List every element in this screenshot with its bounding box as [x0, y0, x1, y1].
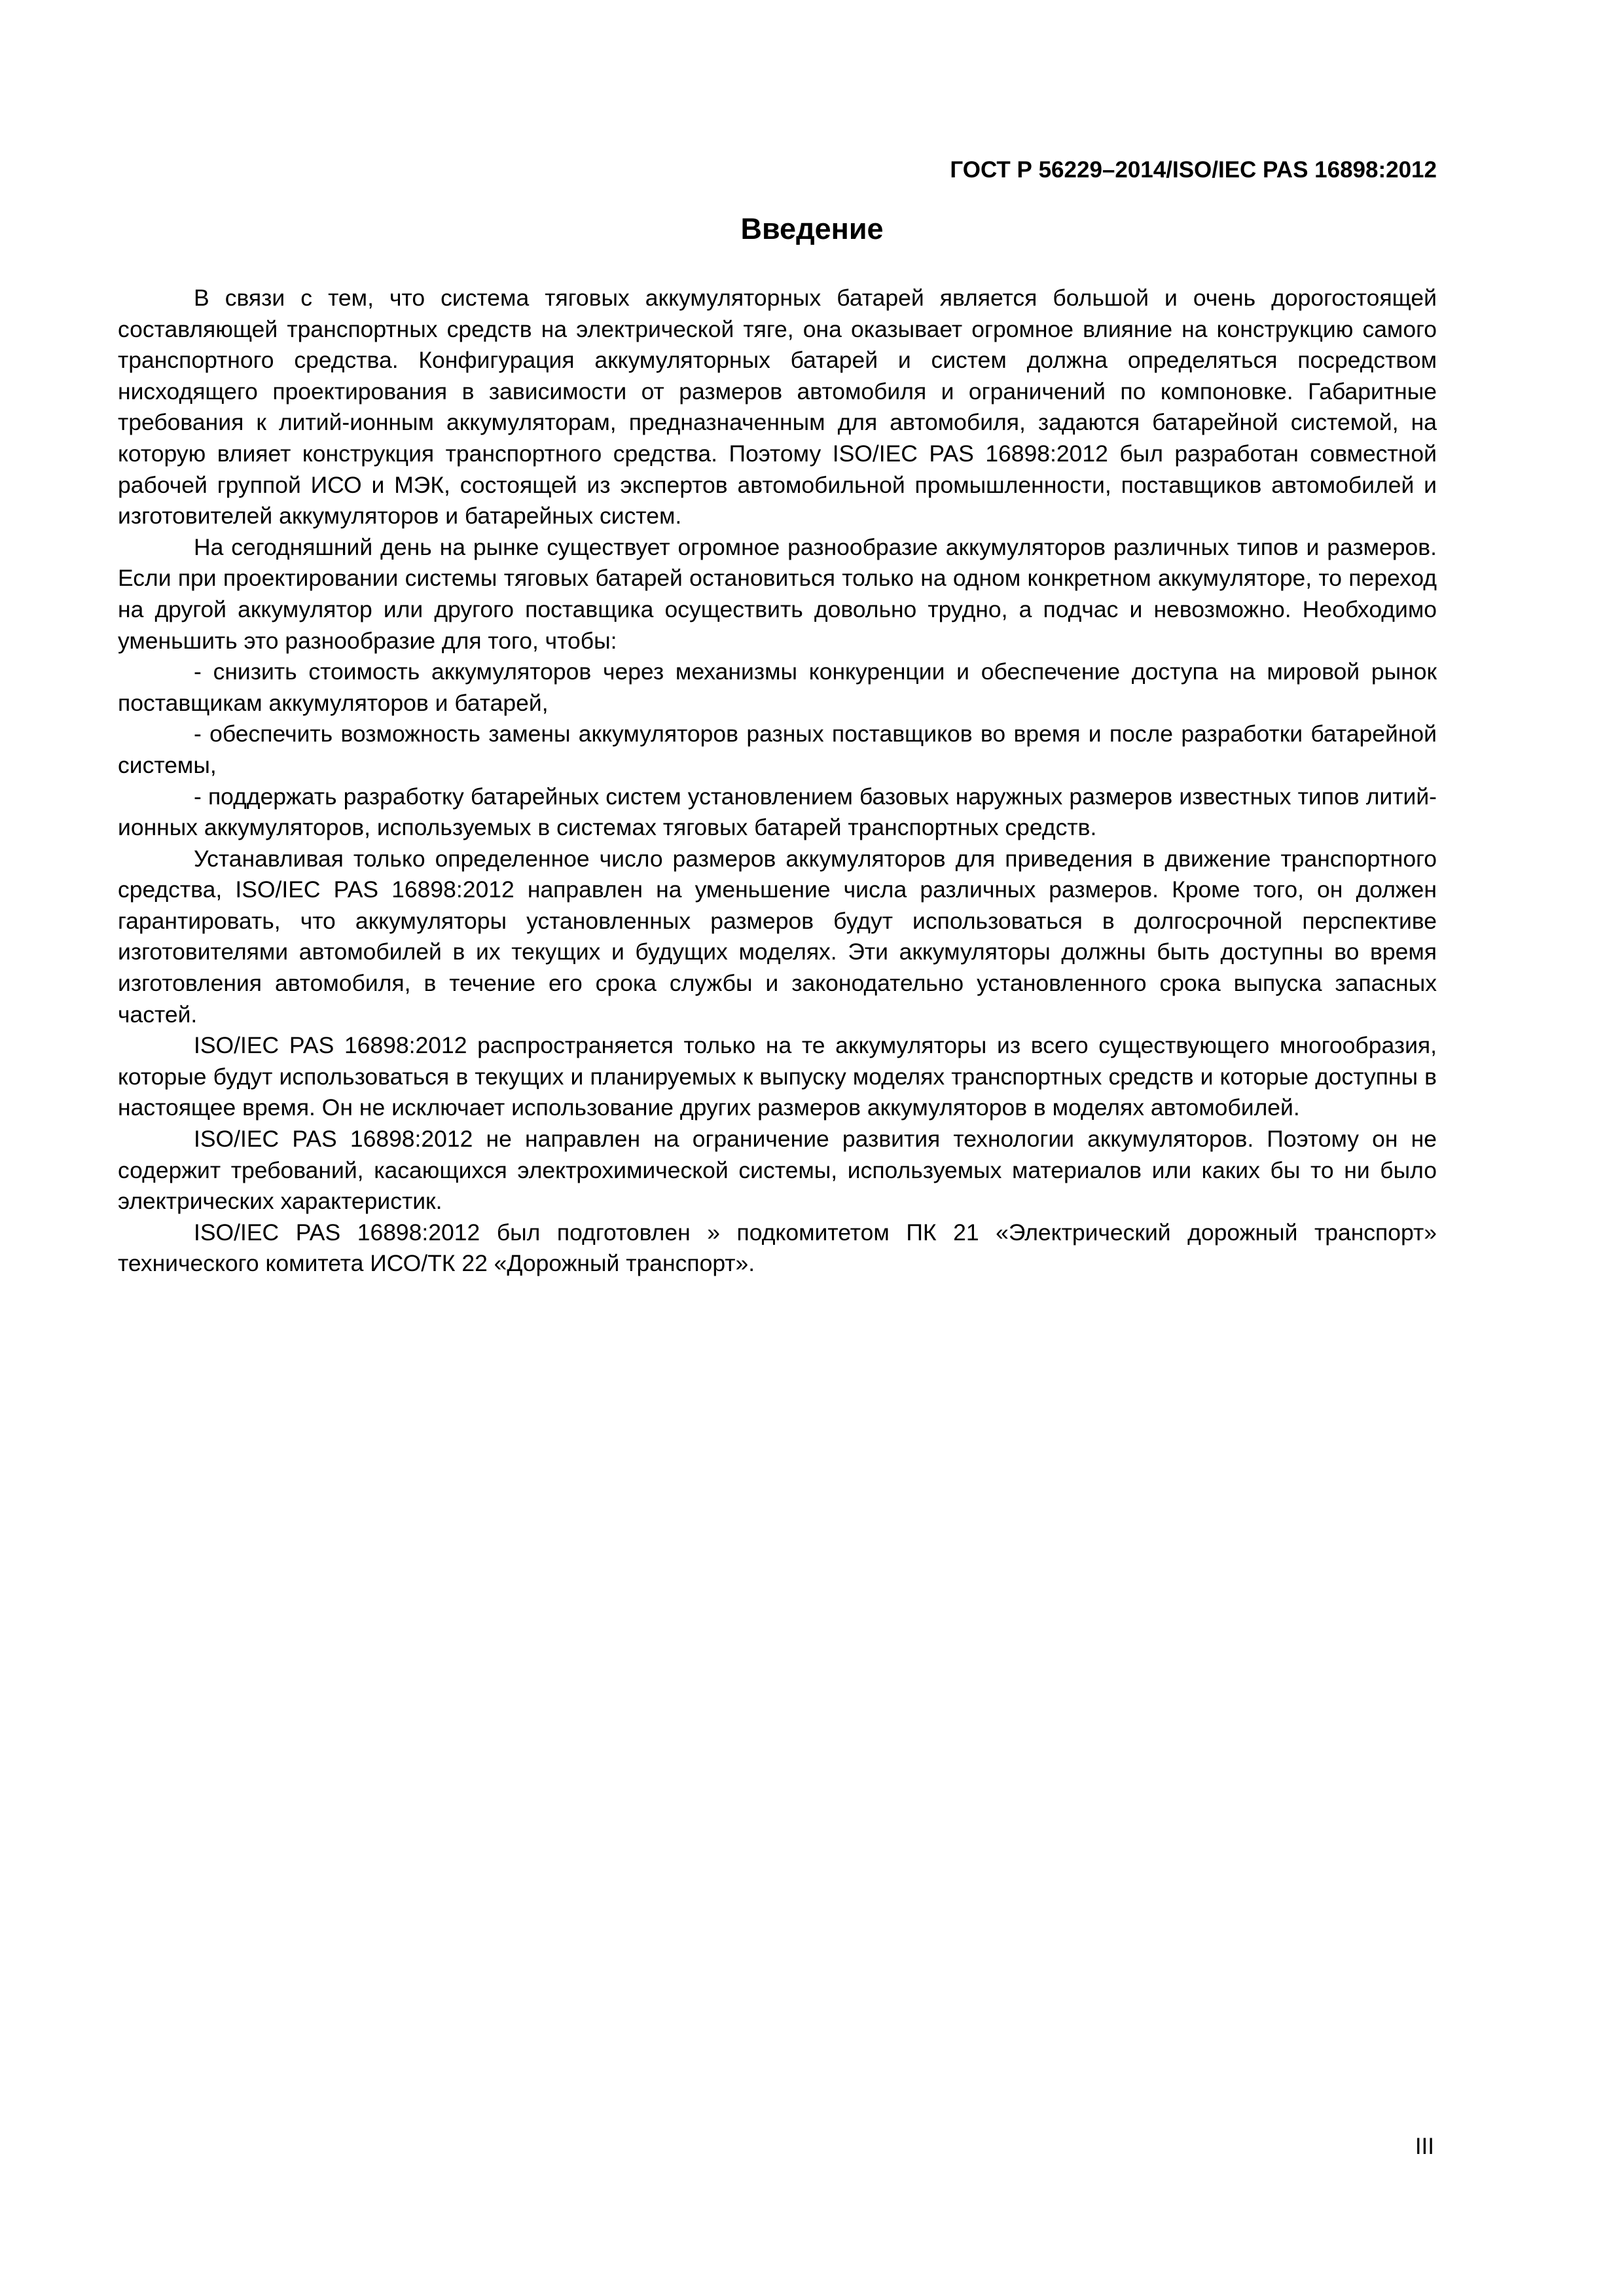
page-title: Введение: [740, 212, 884, 245]
paragraph: В связи с тем, что система тяговых аккумуляторных батарей является большой и очень дорогостоящей составляющей транспортных средств на электрической тяге, она оказывает огромное влияние на конструкцию самого транспортного средства. Конфигурация аккумуляторных батарей и систем должна определяться посредством нисходящего проектирования в зависимости от размеров автомобиля и ограничений по компоновке. Габаритные требования к литий-ионным аккумуляторам, предназначенным для автомобиля, задаются батарейной системой, на которую влияет конструкция транспортного средства. Поэтому ISO/IEC PAS 16898:2012 был разработан совместной рабочей группой ИСО и МЭК, состоящей из экспертов автомобильной промышленности, поставщиков автомобилей и изготовителей аккумуляторов и батарейных систем.: [118, 285, 1437, 529]
paragraph: На сегодняшний день на рынке существует огромное разнообразие аккумуляторов различных типов и размеров. Если при проектировании системы тяговых батарей остановиться только на одном конкретном аккумуляторе, то переход на другой аккумулятор или другого поставщика осуществить довольно трудно, а подчас и невозможно. Необходимо уменьшить это разнообразие для того, чтобы:: [118, 533, 1437, 654]
paragraph: Устанавливая только определенное число размеров аккумуляторов для приведения в движение транспортного средства, ISO/IEC PAS 16898:2012 направлен на уменьшение числа различных размеров. Кроме того, он должен гарантировать, что аккумуляторы установленных размеров будут использоваться в долгосрочной перспективе изготовителями автомобилей в их текущих и будущих моделях. Эти аккумуляторы должны быть доступны во время изготовления автомобиля, в течение его срока службы и законодательно установленного срока выпуска запасных частей.: [118, 845, 1437, 1028]
list-item: - снизить стоимость аккумуляторов через механизмы конкуренции и обеспечение доступа на мировой рынок поставщикам аккумуляторов и батарей,: [118, 658, 1437, 716]
body-text: [118, 283, 1437, 1280]
standard-id-header: ГОСТ Р 56229–2014/ISO/IEC PAS 16898:2012: [950, 157, 1437, 183]
paragraph: ISO/IEC PAS 16898:2012 распространяется только на те аккумуляторы из всего существующего многообразия, которые будут использоваться в текущих и планируемых к выпуску моделях транспортных средств и которые доступны в настоящее время. Он не исключает использование других размеров аккумуляторов в моделях автомобилей.: [118, 1032, 1437, 1121]
paragraph: ISO/IEC PAS 16898:2012 не направлен на ограничение развития технологии аккумуляторов. Поэтому он не содержит требований, касающихся электрохимической системы, используемых материалов или каких бы то ни было электрических характеристик.: [118, 1126, 1437, 1215]
list-item: - поддержать разработку батарейных систем установлением базовых наружных размеров известных типов литий-ионных аккумуляторов, используемых в системах тяговых батарей транспортных средств.: [118, 783, 1437, 841]
list-item: - обеспечить возможность замены аккумуляторов разных поставщиков во время и после разработки батарейной системы,: [118, 721, 1437, 778]
page-number: III: [1415, 2134, 1434, 2159]
paragraph: ISO/IEC PAS 16898:2012 был подготовлен » подкомитетом ПК 21 «Электрический дорожный транспорт» технического комитета ИСО/ТК 22 «Дорожный транспорт».: [118, 1219, 1437, 1277]
